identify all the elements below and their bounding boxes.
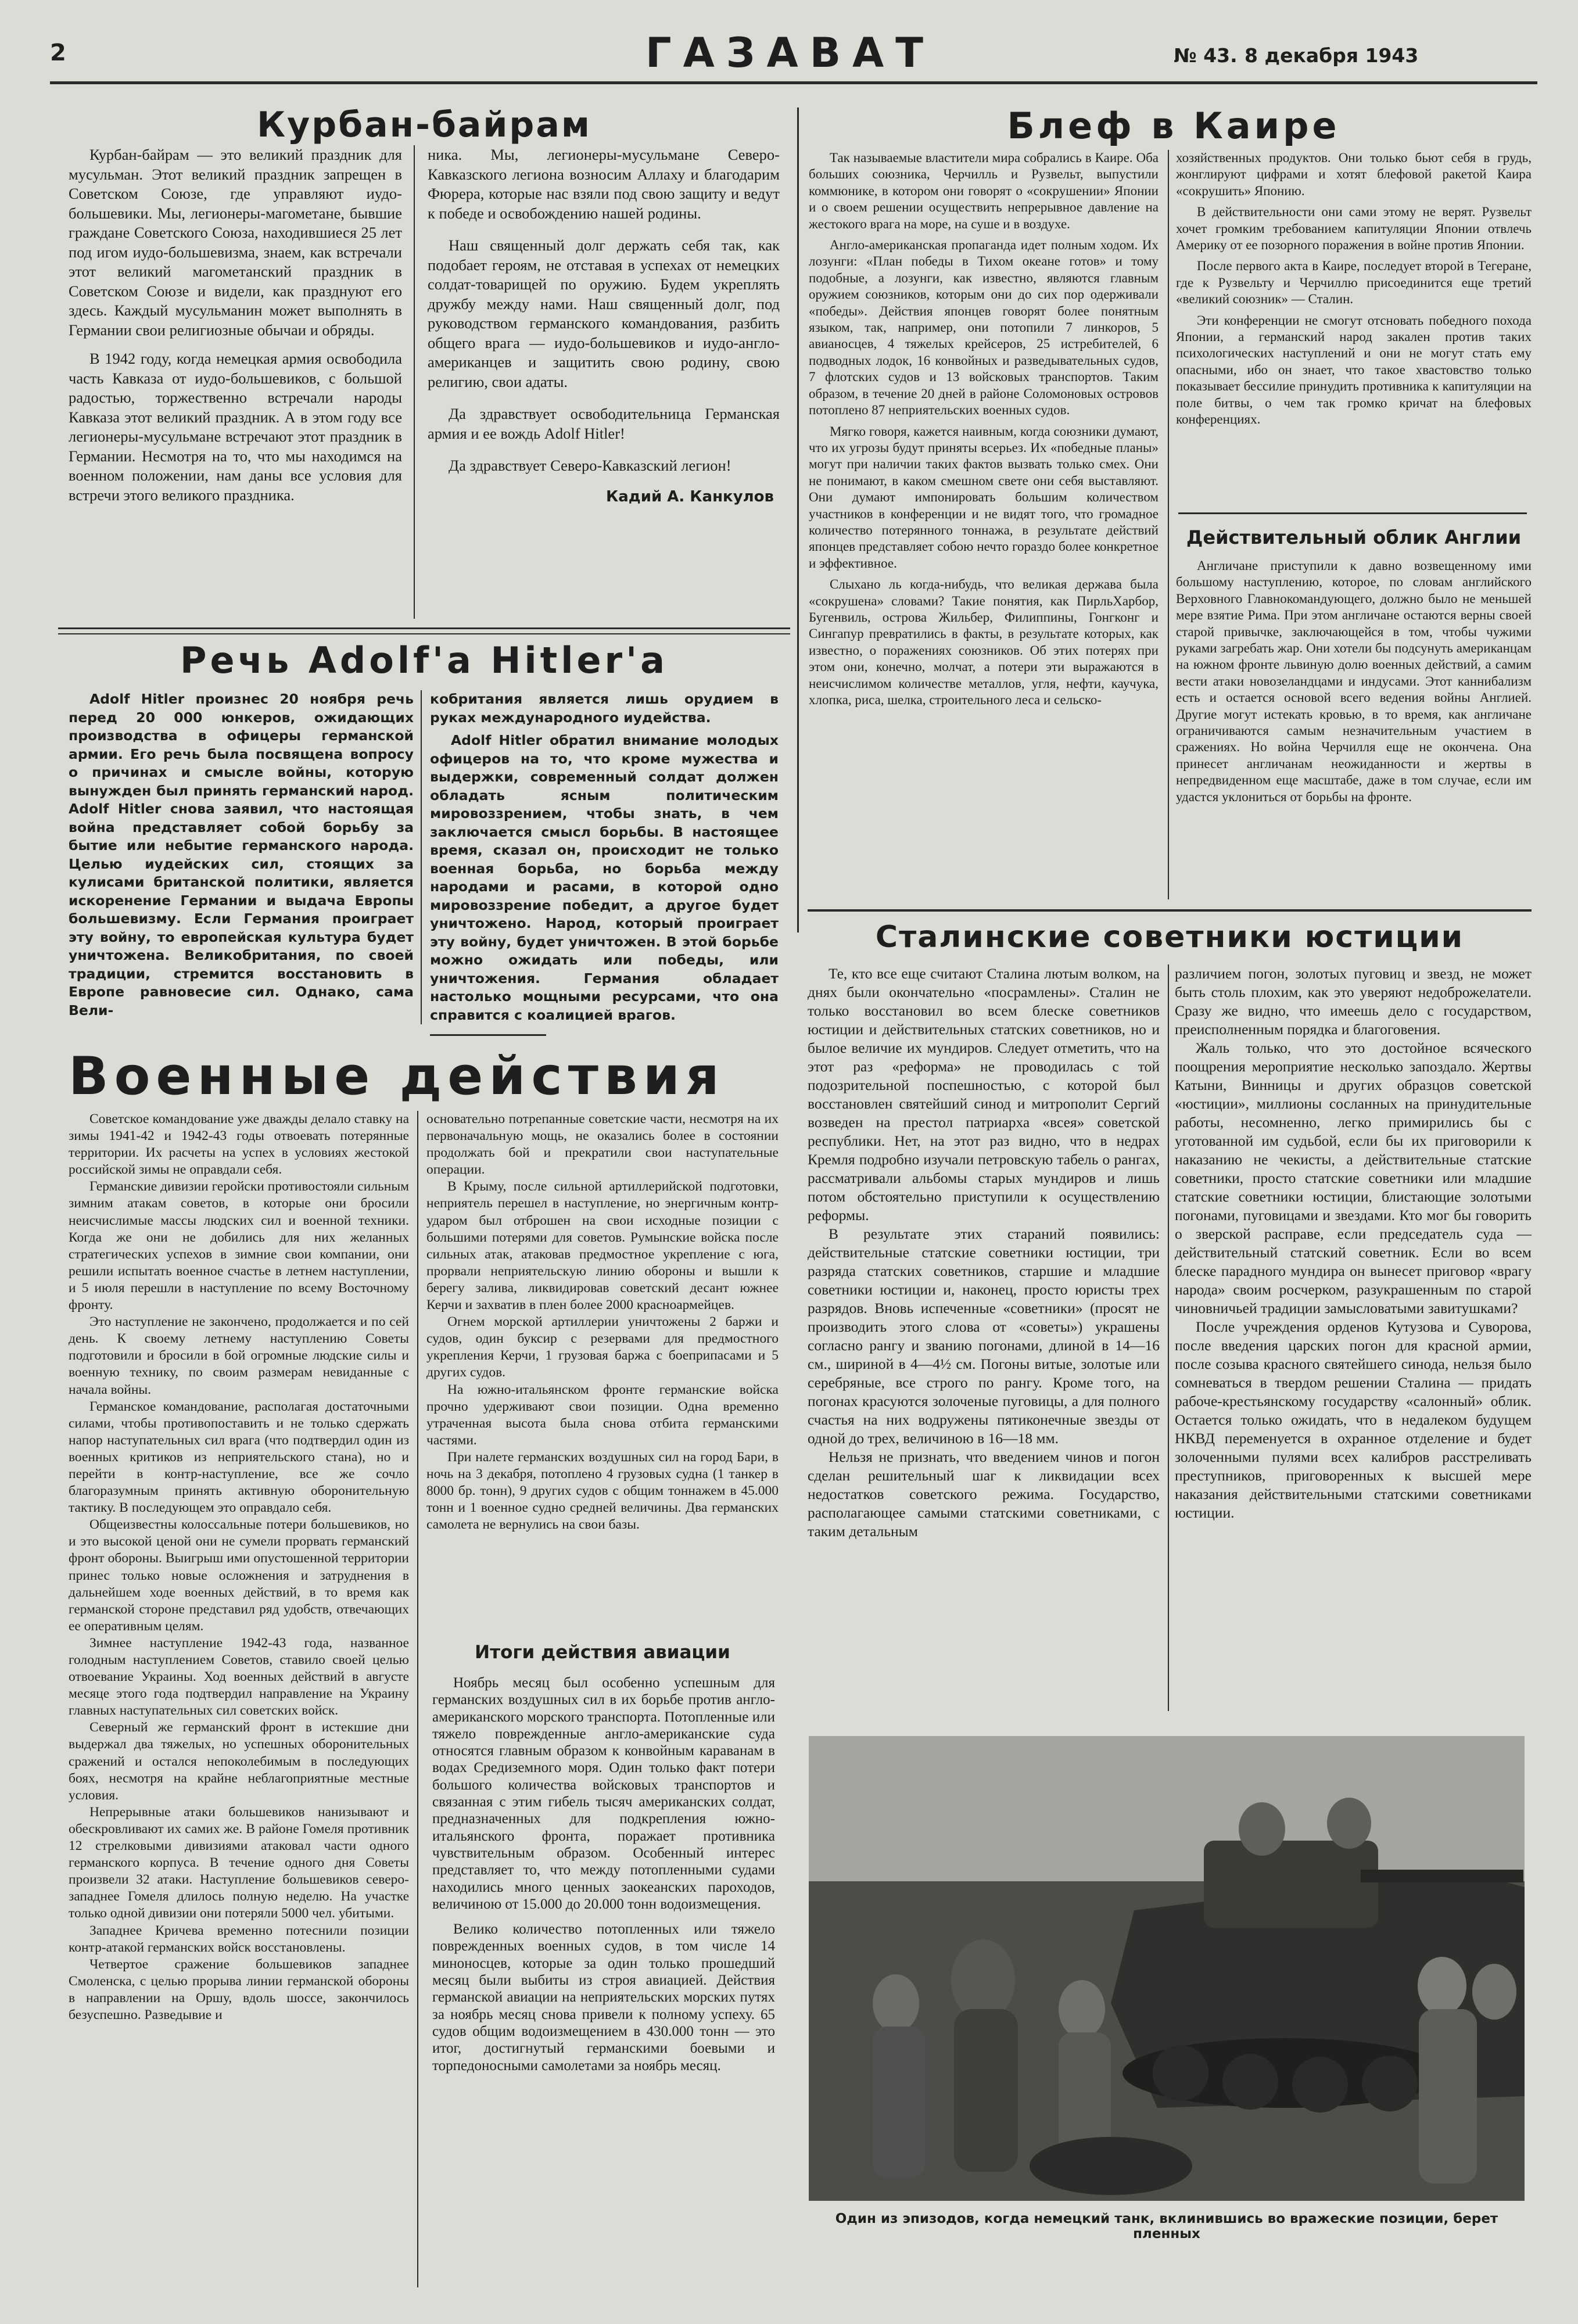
speech-para: кобритания является лишь орудием в руках международного иудейства. xyxy=(430,691,779,726)
kurban-para: Да здравствует Северо-Кавказский легион! xyxy=(449,457,731,474)
bluff-para: Англо-американская пропаганда идет полным ходом. Их лозунги: «План победы в Тихом океане готов» и тому подобные, а лозунги, как известно, являются главным оружием союзников, которым они до сих пор одерживали «победы». Действия японцев говорят более понятным языком, так, например, они потопили 7 линкоров, 5 авианосцев, 4 тяжелых крейсеров, 25 истребителей, 6 подводных лодок, 16 конвойных и разведывательных судов, 7 флотских судов и 13 войсковых транспортов. Таким образом, в течение 20 дней в районе Соломоновых островов потоплено 87 неприятельских военных судов. xyxy=(809,238,1159,418)
aviation-body xyxy=(432,1674,775,2074)
section-rule xyxy=(58,627,790,629)
speech-headline: Речь Adolf'a Hitler'a xyxy=(180,639,668,682)
bluff-para: Так называемые властители мира собрались в Каире. Оба больших союзника, Черчилль и Рузвельт, выпустили коммюнике, в котором они говорят о «сокрушении» Японии и о своем решении осуществить непрерывное давление на жестокого врага на море, на суше и в воздухе. xyxy=(809,150,1159,231)
speech-para: Adolf Hitler произнес 20 ноября речь перед 20 000 юнкеров, ожидающих производства в офицеры германской армии. Его речь была посвящена вопросу о причинах и смысле войны, которую вынужден был принять германский народ. Adolf Hitler снова заявил, что настоящая война представляет собой борьбу за бытие или небытие германского народа. Целью иудейских сил, стоящих за кулисами британской политики, является искоренение Германии и выдача Европы большевизму. Если Германия проиграет эту войну, то европейская культура будет уничтожена. Великобритания, по своей традиции, стремится восстановить в Европе равновесие сил. Однако, сама Вели- xyxy=(69,691,414,1018)
military-para: Четвертое сражение большевиков западнее Смоленска, с целью прорыва линии германской обороны в направлении на Оршу, вдоль шоссе, закончилось безуспешно. Разведывие и xyxy=(69,1956,409,2022)
stalin-para: После учреждения орденов Кутузова и Суворова, после введения царских погон для красной армии, после созыва красного святейшего синода, нельзя было сомневаться в твердом решении Сталина — придать рабоче-крестьянскому государству «салонный» облик. Остается только ожидать, что в недалеком будущем НКВД переменуется в охранное отделение и будет золоченными пулями всех калибров расстреливать преступников, приговоренных к высшей мере наказания действительными статскими советниками юстиции. xyxy=(1175,1318,1532,1521)
kurban-para: Наш священный долг держать себя так, как подобает героям, не отставая в успехах от немецких солдат-товарищей по оружию. Будем укреплять дружбу между нами. Наш священный долг, под руководством германского командования, разбить общего врага — иудо-большевиков и иудо-англо-американцев и защитить свою родину, свою религию, свои адаты. xyxy=(428,236,780,390)
page-number: 2 xyxy=(50,40,66,66)
bluff-column-2 xyxy=(1176,150,1532,428)
section-rule xyxy=(58,633,790,634)
stalin-rule xyxy=(808,909,1532,912)
stalin-para: Те, кто все еще считают Сталина лютым волком, на днях были окончательно «посрамлены». Сталин не только восстановил во всем блеске советников юстиции и действительных статских советников, но и былое величие их мундиров. Следует отметить, что на этот раз «реформа» не проводилась с той подозрительной поспешностью, с которой был восстановлен святейший синод и митрополит Сергий возведен на престол патриарха «всея» советской республики. Нет, на этот раз видно, что в недрах Кремля подробно изучали петровскую табель о рангах, рассматривали альбомы старых мундиров и лишь потом обстоятельно приступили к осуществлению реформы. xyxy=(808,965,1160,1224)
speech-column-1 xyxy=(69,690,414,1020)
column-divider-upper xyxy=(797,107,799,933)
kurban-column-1 xyxy=(69,145,402,505)
military-para: Огнем морской артиллерии уничтожены 2 баржи и судов, один буксир с резервами для предмостного укрепления Керчи, 1 грузовая баржа с боеприпасами и 5 других судов. xyxy=(426,1314,779,1380)
military-para: Зимнее наступление 1942-43 года, названное голодным наступлением Советов, ставило своей целью отвоевание Украины. Ход военных действий в августе месяце этого года подтвердил направление на Украину главных наступательных сил советских войск. xyxy=(69,1635,409,1719)
military-para: Это наступление не закончено, продолжается и по сей день. К своему летнему наступлению Советы подготовили и бросили в бой огромные людские силы и военную технику, по своим размерам невиданные с начала войны. xyxy=(69,1314,409,1397)
kurban-headline: Курбан-байрам xyxy=(257,105,591,145)
military-para: Северный же германский фронт в истекшие дни выдержал два тяжелых, но успешных оборонительных сражений и остался непоколебимым в последующих боях, несмотря на крайне неблагоприятные местные условия. xyxy=(69,1720,409,1803)
military-headline: Военные действия xyxy=(69,1046,725,1107)
military-divider xyxy=(417,1111,418,2287)
military-para: На южно-итальянском фронте германские войска прочно удерживают свои позиции. Одна временно утраченная высота была снова отбита германскими частями. xyxy=(426,1382,779,1448)
bluff-column-1 xyxy=(809,150,1159,708)
stalin-headline: Сталинские советники юстиции xyxy=(875,920,1464,955)
bluff-para: Мягко говоря, кажется наивным, когда союзники думают, что их угрозы будут приняты всерьез. Их «победные планы» могут при наличии таких фактов вызвать только смех. Они не понимают, в каком смешном свете они себя выставляют. Они думают импонировать большим количеством участников в конференции и не видят того, что громадное количество потерянного тоннажа, в результате действий японцев представляет собою нечто гораздо более конкретное и эффективное. xyxy=(809,424,1159,571)
military-para: Западнее Кричева временно потеснили позиции контр-атакой германских войск восстановлены. xyxy=(69,1923,409,1955)
stalin-column-1 xyxy=(808,964,1160,1541)
kurban-signature: Кадий А. Канкулов xyxy=(605,487,774,505)
military-para: В Крыму, после сильной артиллерийской подготовки, неприятель перешел в наступление, но энергичным контр-ударом был отброшен на свои исходные позиции с большими потерями для советов. Румынские войска после сильных атак, атаковав предмостное укрепление с юга, прорвали неприятельскую линию обороны и вышли к берегу залива, ликвидировав советский десант южнее Керчи и захватив в плен более 2000 красноармейцев. xyxy=(426,1179,779,1313)
bluff-divider xyxy=(1168,150,1169,899)
stalin-para: Нельзя не признать, что введением чинов и погон сделан решительный шаг к ликвидации всех недостатков советского режима. Государство, располагающее самыми статскими советниками, с таким детальным xyxy=(808,1448,1160,1540)
masthead-rule xyxy=(50,81,1537,84)
bluff-para: В действительности они сами этому не верят. Рузвельт хочет громким требованием капитуляции Японии отвлечь Америку от ее позорного поражения в войне против Японии. xyxy=(1176,205,1532,253)
military-para: Советское командование уже дважды делало ставку на зимы 1941-42 и 1942-43 годы отвоевать потерянные территории. Их расчеты на успех в условиях жестокой российской зимы не оправдали себя. xyxy=(69,1111,409,1178)
kurban-para: ника. Мы, легионеры-мусульмане Северо-Кавказского легиона возносим Аллаху и благодарим Фюрера, которые нас взяли под свою защиту и ведут к победе и освобождению нашей родины. xyxy=(428,146,780,222)
military-column-2 xyxy=(426,1111,779,1533)
speech-para: Adolf Hitler обратил внимание молодых офицеров на то, что кроме мужества и выдержки, современный солдат должен обладать ясным политическим мировоззрением, чтобы знать, в чем заключается смысл борьбы. В настоящее время, сказал он, происходит не только военная борьба, но борьба между народами и расами, в которой одно мировоззрение победит, а другое будет уничтожено. Народ, который проиграет эту войну, будет уничтожен. В этой борьбе можно ожидать или победы, или уничтожения. Германия обладает настолько мощными ресурсами, что она справится с коалицией врагов. xyxy=(430,732,779,1023)
military-para: Общеизвестны колоссальные потери большевиков, но и это высокой ценой они не сумели прорвать германский фронт обороны. Выигрыш ими опустошенной территории принес только новые осложнения и затруднения в дальнейшем ходе военных действий, в то время как германской стороне представил ряд удобств, отвечающих ее оперативным целям. xyxy=(69,1517,409,1634)
issue-number: № 43. xyxy=(1174,44,1238,67)
stalin-para: Жаль только, что это достойное всяческого поощрения мероприятие несколько запоздало. Жертвы Катыни, Винницы и других образцов советской «юстиции», миллионы сосланных на принудительные работы, несомненно, легко примирились бы с уготованной им судьбой, если бы их приговорили к наказанию не чекисты, а действительные статские советники, просто статские советники или младшие статские советники юстиции, блистающие золотыми погонами, пуговицами и звездами. Кто мог бы говорить о зверской расправе, если председатель суда — действительный статский советник. Если во всем блеске парадного мундира он вынесет приговор «врагу народа» своим росчерком, разукрашенным по старой чиновничьей традиции замысловатыми завитушками? xyxy=(1175,1039,1532,1317)
england-para: Англичане приступили к давно возвещенному ими большому наступлению, которое, по словам английского Верховного Главнокомандующего, должно было не меньшей мере взятие Рима. При этом англичане остаются верны своей старой привычке, заключающейся в том, чтобы чужими руками загребать жар. Они хотели бы подсунуть американцам на южном фронте львиную долю военных действий, а самим вести атаки новозеландцами и индусами. Этот каннибализм есть и остается основой всего ведения войны Англией. Другие могут истекать кровью, в то время, как англичане ограничиваются самым незначительным участием в сражениях. Но война Черчилля еще не окончена. Она принесет англичанам неожиданности и жертвы в непредвиденном еще масштабе, даже в том случае, если им удастся уклониться от борьбы на фронте. xyxy=(1176,558,1532,804)
kurban-para: Курбан-байрам — это великий праздник для мусульман. Этот великий праздник запрещен в Советском Союзе, где управляют иудо-большевики. Мы, легионеры-магометане, бывшие граждане Советского Союза, находившиеся 25 лет под игом иудо-большевизма, знаем, как встречали этот великий магометанский праздник в Советском Союзе и видели, как празднуют его здесь. Каждый мусульманин может выполнять в Германии свои религиозные обычаи и обряды. xyxy=(69,146,402,339)
kurban-column-2 xyxy=(428,145,780,507)
england-body xyxy=(1176,558,1532,805)
speech-column-2 xyxy=(430,690,779,1024)
kurban-para: Да здравствует освободительница Германская армия и ее вождь Adolf Hitler! xyxy=(428,405,780,442)
military-para: Германские дивизии геройски противостояли сильным зимним атакам советов, в которые они бросили неисчислимые массы людских сил и военной техники. Когда же они не добились для них желанных стратегических успехов в зимние свои компании, они решили испытать военное счастье в летнем наступлении, и 5 июля перешли в наступление по всему Восточному фронту. xyxy=(69,1179,409,1313)
issue-date: 8 декабря 1943 xyxy=(1245,44,1419,67)
aviation-para: Ноябрь месяц был особенно успешным для германских воздушных сил в их борьбе против англо-американского морского транспорта. Потопленные или тяжело поврежденные англо-американские суда относятся главным образом к конвойным караванам в водах Средиземного моря. Один только факт потери большого количества войсковых транспортов и связанная с этим гибель тысяч американских солдат, предназначенных для подкрепления южно-итальянского фронта, поражает противника чувствительным образом. Особенный интерес представляет то, что между потопленными судами находились много ценных заокеанских пароходов, величиною от 15.000 до 20.000 тонн водоизмещения. xyxy=(432,1675,775,1912)
tank-photo-illustration xyxy=(809,1736,1525,2201)
military-para: основательно потрепанные советские части, несмотря на их первоначальную мощь, не оказались более в состоянии продолжать бой и прекратили свои наступательные операции. xyxy=(426,1111,779,1178)
bluff-para: После первого акта в Каире, последует второй в Тегеране, где к Рузвельту и Черчиллю присоединится еще третий «великий союзник» — Сталин. xyxy=(1176,259,1532,307)
photo-caption: Один из эпизодов, когда немецкий танк, вклинившись во вражеские позиции, берет пленных xyxy=(835,2211,1498,2241)
tank-photo xyxy=(809,1736,1525,2201)
military-para: При налете германских воздушных сил на город Бари, в ночь на 3 декабря, потоплено 4 грузовых судна (1 танкер в 8000 бр. тонн), 9 других судов с общим тоннажем в 45.000 тонн и 1 военное судно средней величины. Два германских самолета не вернулись на свои базы. xyxy=(426,1449,779,1533)
aviation-headline: Итоги действия авиации xyxy=(475,1642,730,1663)
military-para: Германское командование, располагая достаточными силами, чтобы противопоставить и не только сдержать напор наступательных сил врага (что подтвердил один из военных критиков из неприятельского стана), но и перейти в контр-наступление, все же сочло благоразумным принять активную оборонительную тактику. В последующем это оправдало себя. xyxy=(69,1398,409,1516)
stalin-divider xyxy=(1168,964,1169,1711)
england-rule xyxy=(1178,512,1527,514)
speech-divider xyxy=(421,690,422,1024)
stalin-para: различием погон, золотых пуговиц и звезд, не может быть столь плохим, как это уверяют недоброжелатели. Сразу же видно, что имеешь дело с государством, преисполненным порядка и благоговения. xyxy=(1175,965,1532,1038)
military-para: Непрерывные атаки большевиков нанизывают и обескровливают их самих же. В районе Гомеля противник 12 стрелковыми дивизиями атаковал части одного германского корпуса. В течение одного дня Советы произвели 32 атаки. Наступление большевиков северо-западнее Гомеля длилось полную неделю. На участке только одной дивизии они потеряли 5000 чел. убитыми. xyxy=(69,1804,409,1921)
bluff-para: хозяйственных продуктов. Они только бьют себя в грудь, жонглируют цифрами и хотят блефовой ракетой Каира «сокрушить» Японию. xyxy=(1176,150,1532,198)
masthead-title: ГАЗАВАТ xyxy=(645,29,935,77)
kurban-divider xyxy=(414,145,415,619)
bluff-para: Слыхано ль когда-нибудь, что великая держава была «сокрушена» словами? Такие понятия, как ПирльХарбор, Бугенвиль, острова Жильбер, Филиппины, Гонгконг и Сингапур превратились в факты, в результате которых, как известно, о поражениях союзников. Об этих потерях при этом они, конечно, молчат, а потери эти выражаются в неисчислимом количестве металлов, угля, нефти, каучука, хлопка, риса, шелка, строительного леса и сельско- xyxy=(809,577,1159,707)
stalin-column-2 xyxy=(1175,964,1532,1522)
kurban-para: В 1942 году, когда немецкая армия освободила часть Кавказа от иудо-большевиков, с большой радостью, торжественно встречали народы Кавказа этот великий праздник. А в этом году все легионеры-мусульмане встречают этот праздник в Германии. Несмотря на то, что мы находимся на военном положении, нам даны все условия для встречи этого великого праздника. xyxy=(69,350,402,504)
bluff-headline: Блеф в Каире xyxy=(1007,105,1340,147)
aviation-para: Велико количество потопленных или тяжело поврежденных военных судов, в том числе 14 миноносцев, которые за один только прошедший месяц были выбиты из строя авиацией. Действия германской авиации на неприятельских морских путях за ноябрь месяц снова привели к полному успеху. 65 судов общим водоизмещением в 430.000 тонн — это итог, достигнутый германскими боевыми и торпедоносными самолетами за ноябрь месяц. xyxy=(432,1921,775,2074)
bluff-para: Эти конференции не смогут отсновать победного похода Японии, а германский народ закален против таких психологических наступлений и они не могут стать ему опасными, ибо он знает, что такое хвастовство только показывает бессилие принудить противника к капитуляции на поле битвы, о чем так громко кричат на блефовых конференциях. xyxy=(1176,313,1532,427)
england-headline: Действительный облик Англии xyxy=(1186,526,1522,548)
military-column-1 xyxy=(69,1111,409,2024)
stalin-para: В результате этих стараний появились: действительные статские советники юстиции, три разряда статских советников, старшие и младшие советники юстиции и, наконец, просто юристы трех разрядов. Вновь испеченные «советники» (просят не производить этого слова от «советы») украшены согласно рангу и званию погонами, длиной в 14—16 см., шириной в 4—4½ см. Погоны витые, золотые или серебряные, все строго по рангу. Кроме того, на погонах красуются золоченые пуговицы, а для полного счастья на них водружены пятиконечные звезды от одной до трех, величиною в 16—18 мм. xyxy=(808,1225,1160,1447)
speech-end-rule xyxy=(430,1034,546,1036)
